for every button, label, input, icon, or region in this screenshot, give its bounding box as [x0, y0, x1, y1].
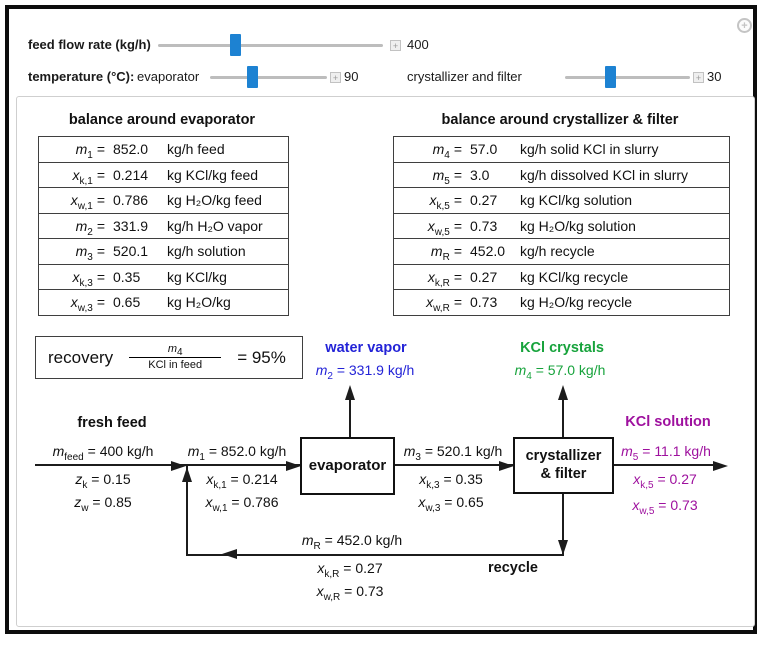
crystallizer-temp-label: crystallizer and filter	[407, 69, 522, 84]
table-row: $m_1$ = 852.0 kg/h feed	[39, 137, 288, 163]
crystallizer-balance-table	[393, 136, 730, 316]
recycle-flow: $m_R = 452.0$ kg/h	[301, 532, 403, 552]
evaporator-box: evaporator	[300, 437, 395, 495]
arrowhead-into-crystallizer	[499, 461, 514, 471]
stream3-flow: $m_3 = 520.1$ kg/h	[403, 443, 503, 463]
arrowhead-recycle-down	[558, 540, 568, 555]
feed-flow-rate-value: 400	[407, 37, 429, 52]
table-row: $x_{w,5}$ = 0.73 kg H₂O/kg solution	[394, 214, 729, 240]
kcl-solution-xk: $x_{k,5} = 0.27$	[633, 471, 697, 491]
recovery-box	[35, 336, 303, 379]
stepper-expand-icon[interactable]: +	[693, 72, 704, 83]
kcl-solution-xw: $x_{w,5} = 0.73$	[632, 497, 698, 517]
table-row: $x_{w,3}$ = 0.65 kg H₂O/kg	[70, 294, 231, 315]
table-row: $m_4$ = 57.0 kg/h solid KCl in slurry	[394, 137, 729, 163]
crystallizer-temp-value: 30	[707, 69, 722, 84]
recovery-label: recovery	[48, 347, 114, 367]
table-row: $x_{k,3}$ = 0.35 kg KCl/kg	[39, 265, 288, 291]
stream1-flow: $m_1 = 852.0$ kg/h	[187, 443, 287, 463]
slider-track[interactable]	[158, 44, 383, 47]
table-row: $x_{w,1}$ = 0.786 kg H₂O/kg feed	[39, 188, 288, 214]
kcl-crystals-flow: $m_4 = 57.0$ kg/h	[514, 362, 606, 382]
water-vapor-flow: $m_2 = 331.9$ kg/h	[315, 362, 415, 382]
arrowhead-kcl-crystals	[558, 385, 568, 400]
crystallizer-box: crystallizer & filter	[513, 437, 614, 494]
slider-track[interactable]	[565, 76, 690, 79]
fresh-feed-zk: $z_k = 0.15$	[75, 471, 131, 491]
fresh-feed-zw: $z_w = 0.85$	[74, 494, 132, 514]
table-row: $m_R$ = 452.0 kg/h recycle	[394, 239, 729, 265]
recovery-fraction: $\frac{m_4}{\text{KCl in feed}}$	[129, 343, 221, 371]
stream3-xk: $x_{k,3} = 0.35$	[419, 471, 483, 491]
slider-thumb[interactable]	[247, 66, 258, 88]
table-row: $x_{k,1}$ = 0.214 kg KCl/kg feed	[39, 163, 288, 189]
plus-circle-icon[interactable]: +	[737, 18, 752, 33]
arrowhead-water-vapor	[345, 385, 355, 400]
evaporator-temp-value: 90	[344, 69, 359, 84]
evaporator-table-title: balance around evaporator	[68, 112, 256, 128]
kcl-crystals-title: KCl crystals	[520, 340, 604, 356]
evaporator-balance-table	[38, 136, 289, 316]
recycle-xw: $x_{w,R} = 0.73$	[316, 583, 384, 603]
slider-thumb[interactable]	[230, 34, 241, 56]
evaporator-temp-label: evaporator	[137, 69, 200, 84]
stepper-expand-icon[interactable]: +	[390, 40, 401, 51]
table-row: $x_{w,R}$ = 0.73 kg H₂O/kg recycle	[426, 294, 633, 315]
fresh-feed-title: fresh feed	[77, 415, 147, 431]
fraction-bar	[129, 357, 221, 358]
water-vapor-title: water vapor	[325, 340, 407, 356]
arrowhead-into-evaporator	[286, 461, 301, 471]
recovery-result: = 95%	[237, 347, 286, 367]
kcl-solution-title: KCl solution	[625, 414, 711, 430]
stream1-xw: $x_{w,1} = 0.786$	[205, 494, 279, 514]
stepper-expand-icon[interactable]: +	[330, 72, 341, 83]
table-row: $m_2$ = 331.9 kg/h H₂O vapor	[39, 214, 288, 240]
stream1-xk: $x_{k,1} = 0.214$	[206, 471, 278, 491]
recycle-title: recycle	[488, 560, 538, 576]
temperature-label: temperature (°C):	[28, 69, 135, 84]
fresh-feed-flow: $m_{feed} = 400$ kg/h	[52, 443, 154, 463]
table-row: $x_{k,5}$ = 0.27 kg KCl/kg solution	[394, 188, 729, 214]
slider-track[interactable]	[210, 76, 327, 79]
kcl-solution-flow: $m_5 = 11.1$ kg/h	[621, 443, 711, 463]
arrowhead-recycle-up	[182, 467, 192, 482]
recycle-xk: $x_{k,R} = 0.27$	[317, 560, 383, 580]
feed-flow-rate-label: feed flow rate (kg/h)	[28, 37, 151, 52]
table-row: $m_3$ = 520.1 kg/h solution	[39, 239, 288, 265]
recycle-horizontal-line	[186, 554, 564, 556]
arrowhead-recycle-left	[222, 549, 237, 559]
stream3-xw: $x_{w,3} = 0.65$	[418, 494, 484, 514]
arrowhead-solution-out	[713, 461, 728, 471]
table-row: $x_{k,R}$ = 0.27 kg KCl/kg recycle	[394, 265, 729, 291]
slider-thumb[interactable]	[605, 66, 616, 88]
table-row: $m_5$ = 3.0 kg/h dissolved KCl in slurry	[394, 163, 729, 189]
crystallizer-table-title: balance around crystallizer & filter	[441, 112, 679, 128]
